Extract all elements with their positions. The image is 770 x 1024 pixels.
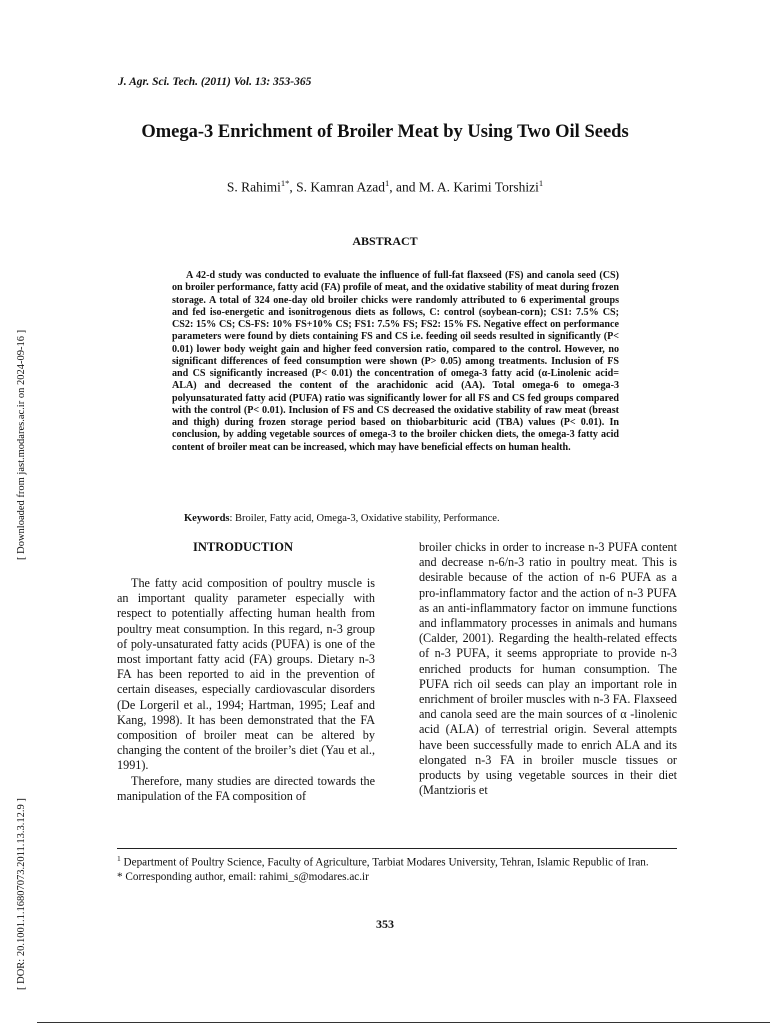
author-name: , and M. A. Karimi Torshizi [389,179,539,195]
abstract-heading: ABSTRACT [352,234,418,248]
author-list [0,178,770,196]
download-stamp: [ Downloaded from jast.modares.ac.ir on 2024-09-16 ] [16,329,27,560]
paper-title: Omega-3 Enrichment of Broiler Meat by Using Two Oil Seeds [141,122,629,142]
paragraph: Therefore, many studies are directed towards the manipulation of the FA composition of [117,773,375,803]
footnotes [117,852,677,884]
author-name: , S. Kamran Azad [289,179,386,195]
author-affiliation-mark: 1 [538,178,544,188]
abstract-text: A 42-d study was conducted to evaluate the influence of full-fat flaxseed (FS) and canola seed (CS) on broiler performance, fatty acid (FA) profile of meat, and the oxidative stability of meat during frozen storage. A total of 324 one-day old broiler chicks were randomly attributed to 6 experimental groups and fed iso-energetic and isonitrogenous diets as follows, C: control (soybean-corn); CS1: 7.5% CS; CS2: 15% CS; CS-FS: 10% FS+10% CS; FS1: 7.5% FS; FS2: 15% FS. Negative effect on performance parameters were found by diets containing FS and CS i.e. feeding oil seeds resulted in significantly (P< 0.01) lower body weight gain and higher feed conversion ratio, compared to the control. However, no significant differences of feed consumption were shown (P> 0.05) among treatments. Inclusion of FS and CS significantly increased (P< 0.01) the concentration of omega-3 fatty acid (α-Linolenic acid= ALA) and decreased the content of the arachidonic acid (AA). Total omega-6 to omega-3 polyunsaturated fatty acid (PUFA) ratio was significantly lower for all FS and CS fed groups compared with the control (P< 0.01). Inclusion of FS and CS decreased the oxidative stability of raw meat (breast and thigh) during frozen storage period based on thiobarbituric acid (TBA) values (P< 0.01). In conclusion, by adding vegetable sources of omega-3 to the broiler chicken diets, the omega-3 fatty acid content of broiler meat can be increased, which may have beneficial effects on human health. [172,270,619,453]
footnote-mark: 1 [117,854,121,863]
doi-stamp: [ DOR: 20.1001.1.16807073.2011.13.3.12.9 ] [16,798,27,990]
affiliation-footnote [117,852,677,870]
paragraph: The fatty acid composition of poultry muscle is an important quality parameter especially with respect to potentially affecting human health from poultry meat consumption. In this regard, n-3 group of poly-unsaturated fatty acids (PUFA) is one of the most important fatty acid (FA) groups. Dietary n-3 FA has been reported to aid in the prevention of certain diseases, especially cardiovascular disorders (De Lorgeril et al., 1994; Hartman, 1995; Leaf and Kang, 1998). It has been demonstrated that the FA composition of broiler meat can be altered by changing the content of the broiler’s diet (Yau et al., 1991). [117,576,375,773]
author-affiliation-mark: 1 [385,178,390,188]
author-affiliation-mark: 1* [280,178,290,188]
footnote-divider [117,848,677,849]
keywords-line [184,513,500,524]
author-name: S. Rahimi [226,179,281,195]
right-column [419,540,677,798]
paragraph: broiler chicks in order to increase n-3 PUFA content and decrease n-6/n-3 ratio in poultry meat. This is desirable because of the action of n-6 PUFA as a pro-inflammatory factor and the action of n-3 PUFA as an anti-inflammatory factor on immune functions and inflammatory processes in animals and humans (Calder, 2001). Regarding the health-related effects of n-3 PUFA, it seems appropriate to provide n-3 enriched products for human consumption. The PUFA rich oil seeds can play an important role in enrichment of broiler muscles with n-3 FA. Flaxseed and canola seed are the main sources of α -linolenic acid (ALA) of terrestrial origin. Several attempts have been successfully made to enrich ALA and its elongated n-3 FA in broiler muscle tissues or products by using vegetable sources in their diet (Mantzioris et [419,540,677,798]
bottom-divider [37,1022,770,1023]
affiliation-text: Department of Poultry Science, Faculty of Agriculture, Tarbiat Modares University, Tehran, Islamic Republic of Iran. [120,856,649,869]
keywords-text: : Broiler, Fatty acid, Omega-3, Oxidative stability, Performance. [229,513,500,524]
page-number: 353 [376,917,394,931]
left-column [117,576,375,804]
corresponding-author-footnote: * Corresponding author, email: rahimi_s@modares.ac.ir [117,870,369,883]
introduction-heading: INTRODUCTION [193,540,294,554]
journal-header: J. Agr. Sci. Tech. (2011) Vol. 13: 353-365 [118,76,312,88]
keywords-label: Keywords [184,513,230,524]
